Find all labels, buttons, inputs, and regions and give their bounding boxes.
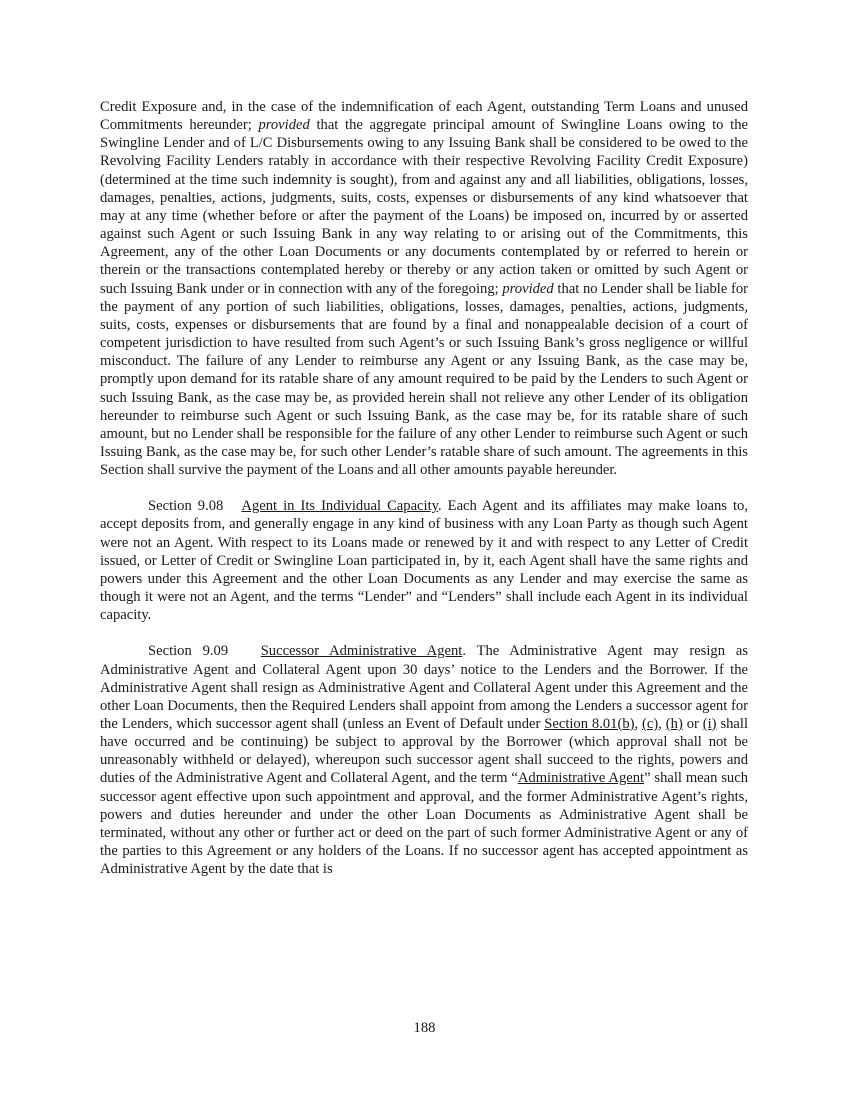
section-number: Section 9.08 [148,498,224,515]
text-run: that no Lender shall be liable for the payment of any portion of such liabilities, obligations, losses, damages, penalties, actions, judgments, suits, costs, expenses or disbursements that are found by a final and nonappealable decision of a court of competent jurisdiction to have resulted from such Agent’s or such Issuing Bank’s gross negligence or willful misconduct. The failure of any Lender to reimburse any Agent or any Issuing Bank, as the case may be, promptly upon demand for its ratable share of any amount required to be paid by the Lenders to such Agent or such Issuing Bank, as the case may be, as provided herein shall not relieve any other Lender of its obligation hereunder to reimburse such Agent or such Issuing Bank, as the case may be, for its ratable share of such amount, but no Lender shall be responsible for the failure of any other Lender to reimburse such Agent or such Issuing Bank, as the case may be, for such other Lender’s ratable share of such amount. The agreements in this Section shall survive the payment of the Loans and all other amounts payable hereunder. [100,280,749,479]
section-body: . The Administrative Agent may resign as Administrative Agent and Collateral Agent upon 30 days’ notice to the Lenders and the Borrower. If the Administrative Agent shall resign as Administrative Agent and Collateral Agent under this Agreement and the other Loan Documents, then the Required Lenders shall appoint from among the Lenders a successor agent for the Lenders, which successor agent shall (unless an Event of Default under [100,643,749,732]
page-number: 188 [413,1020,436,1036]
separator: or [682,716,703,732]
separator: , [634,716,643,732]
section-number: Section 9.09 [148,643,229,660]
separator: , [658,716,666,732]
emphasis-provided: provided [258,117,310,134]
document-page [100,98,748,896]
text-run: Credit Exposure and, in the case of the indemnification of each Agent, outstanding Term Loans and unused Commitments hereunder; [100,99,748,134]
defined-term: Administrative Agent [517,770,645,787]
cross-reference: (h) [665,716,683,732]
section-9-09 [100,642,748,878]
cross-reference: Section 8.01(b) [544,716,635,732]
section-heading: Agent in Its Individual Capacity [241,498,438,515]
section-body: ” shall mean such successor agent effective upon such appointment and approval, and the former Administrative Agent’s rights, powers and duties hereunder and under the other Loan Documents as Administrative Agent shall be terminated, without any other or further act or deed on the part of such former Administrative Agent or any of the parties to this Agreement or any holders of the Loans. If no successor agent has accepted appointment as Administrative Agent by the date that is [100,770,749,878]
section-body: shall have occurred and be continuing) be subject to approval by the Borrower (which approval shall not be unreasonably withheld or delayed), whereupon such successor agent shall succeed to the rights, powers and duties of the Administrative Agent and Collateral Agent, and the term “ [100,716,749,787]
paragraph-indemnification [100,98,748,479]
cross-reference: (c) [642,716,659,732]
section-heading: Successor Administrative Agent [260,643,463,660]
text-run: that the aggregate principal amount of Swingline Loans owing to the Swingline Lender and of L/C Disbursements owing to any Issuing Bank shall be considered to be owed to the Revolving Facility Lenders ratably in accordance with their respective Revolving Facility Credit Exposure) (determined at the time such indemnity is sought), from and against any and all liabilities, obligations, losses, damages, penalties, actions, judgments, suits, costs, expenses or disbursements of any kind whatsoever that may at any time (whether before or after the payment of the Loans) be imposed on, incurred by or asserted against such Agent or such Issuing Bank in any way relating to or arising out of the Commitments, this Agreement, any of the other Loan Documents or any documents contemplated by or referred to herein or therein or the transactions contemplated hereby or thereby or any action taken or omitted by such Agent or such Issuing Bank under or in connection with any of the foregoing; [100,117,748,297]
cross-reference: (i) [702,716,717,732]
section-body: . Each Agent and its affiliates may make loans to, accept deposits from, and generally engage in any kind of business with any Loan Party as though such Agent were not an Agent. With respect to its Loans made or renewed by it and with respect to any Letter of Credit issued, or Letter of Credit or Swingline Loan participated in, by it, each Agent shall have the same rights and powers under this Agreement and the other Loan Documents as any Lender and may exercise the same as though it were not an Agent, and the terms “Lender” and “Lenders” shall include each Agent in its individual capacity. [100,498,748,624]
emphasis-provided: provided [502,280,554,297]
section-9-08 [100,497,748,624]
